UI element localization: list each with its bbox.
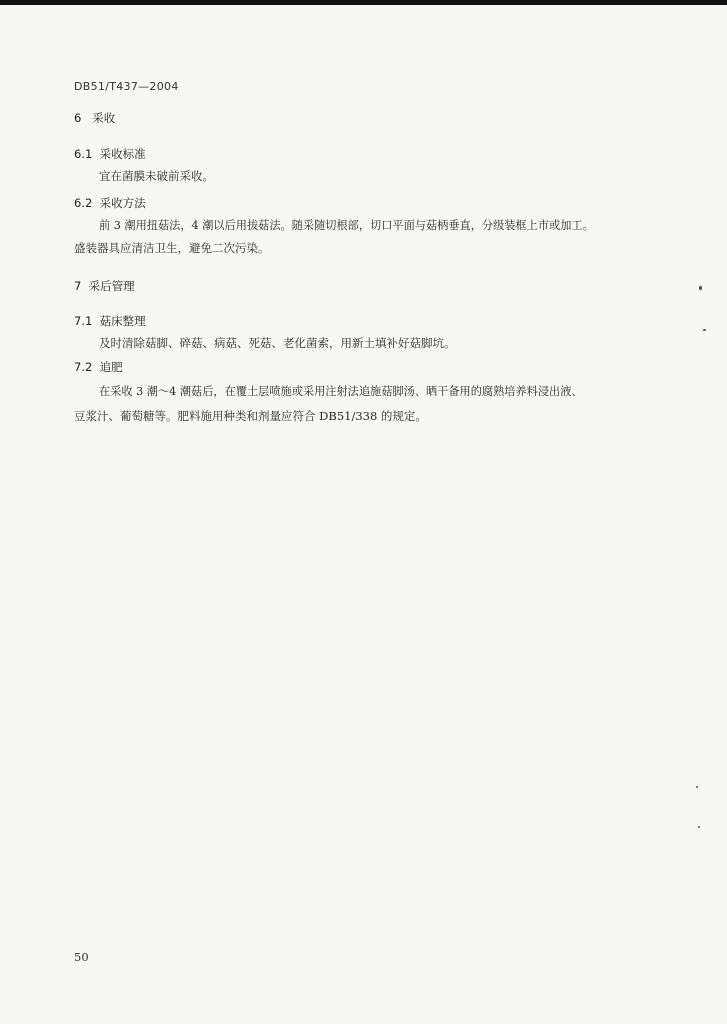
top-border-rule [0, 0, 727, 5]
document-id: DB51/T437—2004 [74, 80, 179, 93]
section-7-1-heading [74, 313, 146, 329]
section-7-heading [74, 278, 135, 294]
section-6-2-text-line1: 前 3 潮用扭菇法，4 潮以后用拔菇法。随采随切根部，切口平面与菇柄垂直，分级装框上市或加工。 [99, 219, 594, 232]
section-number: 7 [74, 279, 82, 293]
section-title: 采后管理 [88, 279, 135, 293]
scan-speck [698, 826, 700, 828]
section-number: 7.1 [74, 314, 93, 328]
section-number: 6.1 [74, 147, 93, 161]
section-number: 7.2 [74, 360, 93, 374]
section-7-1-text: 及时清除菇脚、碎菇、病菇、死菇、老化菌索，用新土填补好菇脚坑。 [99, 336, 456, 350]
scan-speck [699, 286, 702, 290]
section-6-1-heading [74, 146, 146, 162]
scan-speck [703, 329, 706, 331]
scan-speck [696, 786, 698, 788]
section-6-1-text: 宜在菌膜未破前采收。 [99, 169, 214, 183]
section-number: 6.2 [74, 196, 93, 210]
section-6-2-text-line2: 盛装器具应清洁卫生，避免二次污染。 [74, 241, 270, 255]
section-title: 菇床整理 [99, 314, 146, 328]
page-number: 50 [74, 950, 89, 964]
section-6-heading [74, 110, 115, 126]
section-7-2-text-line1: 在采收 3 潮～4 潮菇后，在覆土层喷施或采用注射法追施菇脚汤、晒干备用的腐熟培养料浸出液、 [99, 385, 583, 398]
section-title: 采收 [92, 111, 116, 125]
section-7-2-heading [74, 359, 123, 375]
section-title: 采收方法 [99, 196, 146, 210]
section-7-2-text-line2: 豆浆汁、葡萄糖等。肥料施用种类和剂量应符合 DB51/338 的规定。 [74, 409, 427, 423]
section-number: 6 [74, 111, 82, 125]
section-title: 采收标准 [99, 147, 146, 161]
section-title: 追肥 [99, 360, 123, 374]
section-6-2-heading [74, 195, 146, 211]
